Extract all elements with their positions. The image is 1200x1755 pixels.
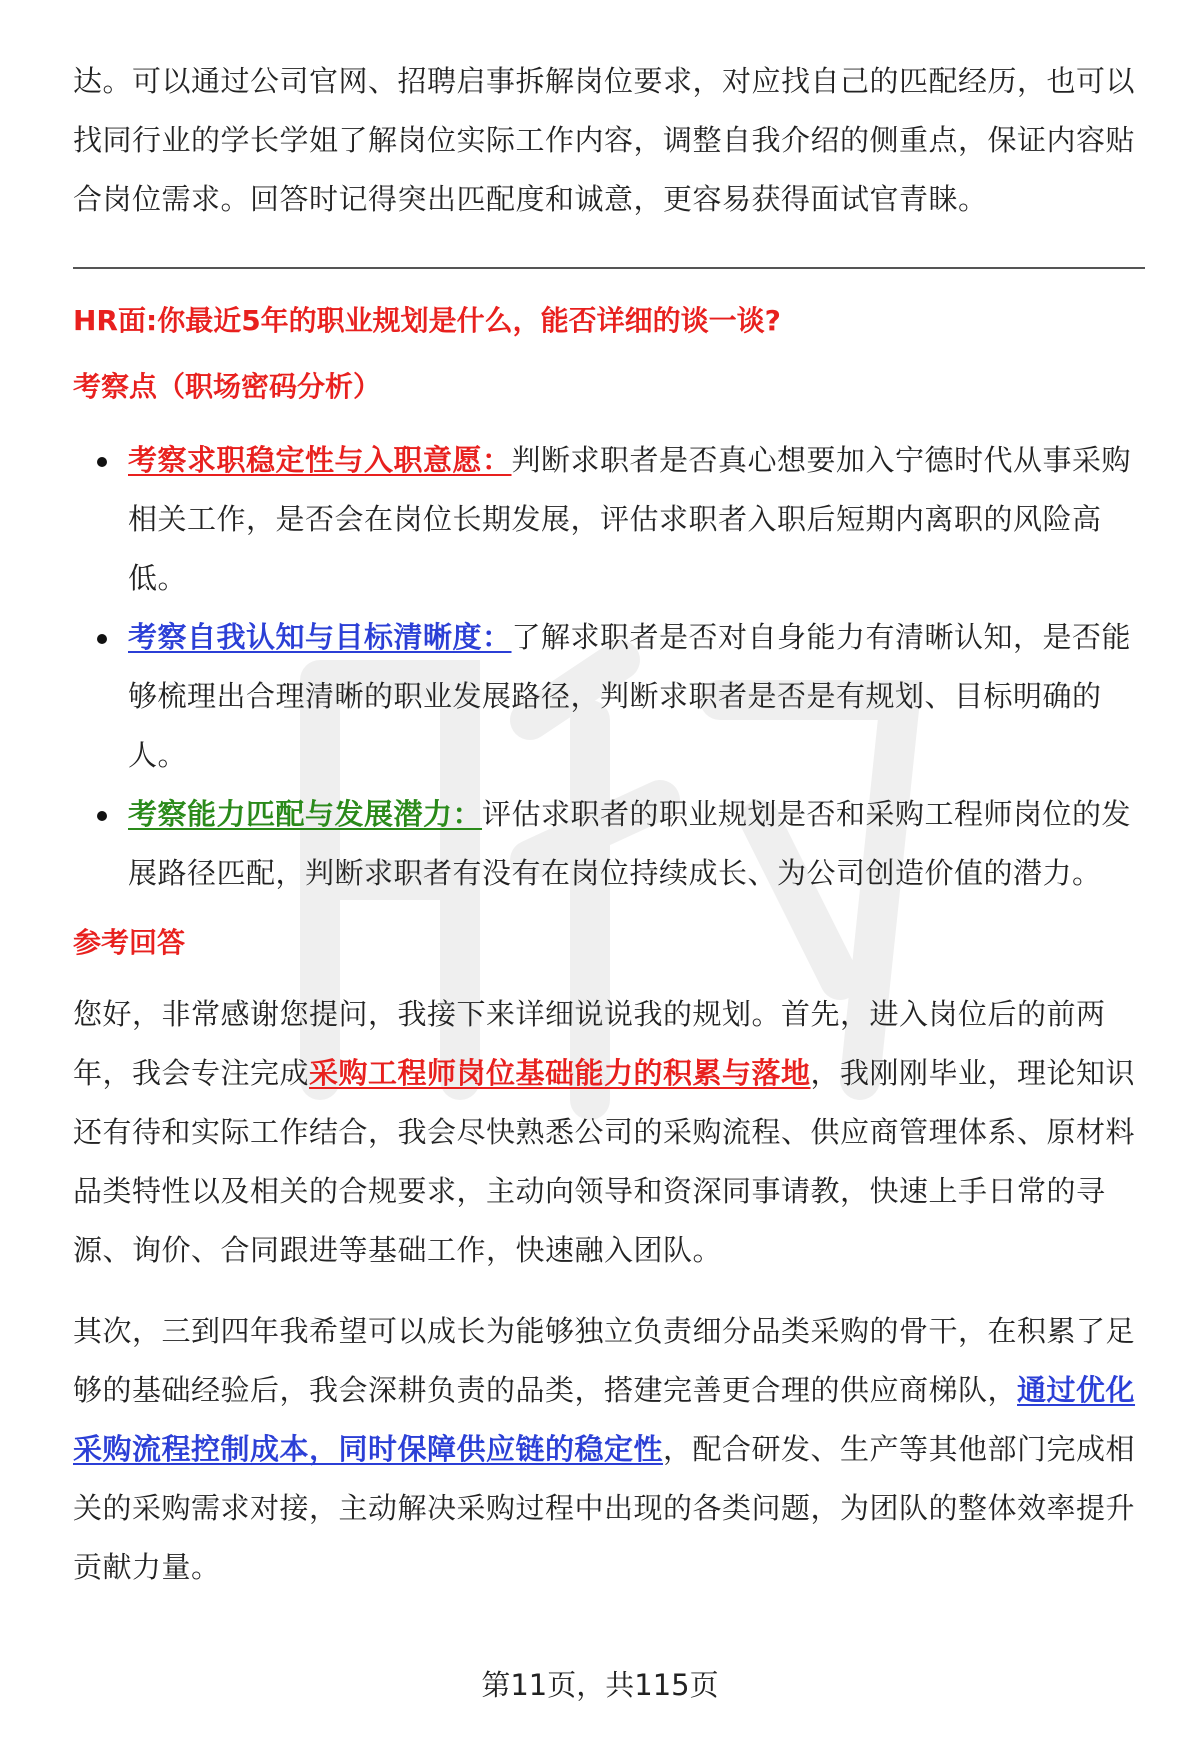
exam-point-item [73, 785, 1145, 903]
bullet-icon [97, 457, 107, 467]
exam-point-keyword: 考察能力匹配与发展潜力： [128, 797, 483, 831]
exam-point-item [73, 608, 1145, 785]
document-page [73, 52, 1145, 1597]
answer-text: 其次，三到四年我希望可以成长为能够独立负责细分品类采购的骨干，在积累了足够的基础经验后，我会深耕负责的品类，搭建完善更合理的供应商梯队， [73, 1314, 1136, 1407]
answer-title: 参考回答 [73, 926, 186, 959]
section-divider [73, 267, 1145, 269]
intro-paragraph: 达。可以通过公司官网、招聘启事拆解岗位要求，对应找自己的匹配经历，也可以找同行业的学长学姐了解岗位实际工作内容，调整自我介绍的侧重点，保证内容贴合岗位需求。回答时记得突出匹配度和诚意，更容易获得面试官青睐。 [73, 64, 1136, 216]
exam-points-list [73, 431, 1145, 903]
bullet-icon [97, 811, 107, 821]
page-number: 第11页，共115页 [481, 1668, 719, 1702]
exam-point-text: 评估求职者的职业规划是否和采购工程师岗位的发展路径匹配，判断求职者有没有在岗位持续成长、为公司创造价值的潜力。 [128, 797, 1132, 890]
interview-question: HR面:你最近5年的职业规划是什么，能否详细的谈一谈? [73, 304, 781, 337]
answer-highlight: 通过优化采购流程控制成本，同时保障供应链的稳定性 [73, 1373, 1136, 1466]
bullet-icon [97, 634, 107, 644]
answer-paragraph-2 [73, 1302, 1145, 1597]
answer-text: ，配合研发、生产等其他部门完成相关的采购需求对接，主动解决采购过程中出现的各类问题，为团队的整体效率提升贡献力量。 [73, 1432, 1136, 1584]
exam-point-item [73, 431, 1145, 608]
exam-point-keyword: 考察求职稳定性与入职意愿： [128, 443, 512, 477]
exam-point-text: 判断求职者是否真心想要加入宁德时代从事采购相关工作，是否会在岗位长期发展，评估求职者入职后短期内离职的风险高低。 [128, 443, 1132, 595]
answer-paragraph-1 [73, 985, 1145, 1280]
exam-point-text: 了解求职者是否对自身能力有清晰认知，是否能够梳理出合理清晰的职业发展路径，判断求职者是否是有规划、目标明确的人。 [128, 620, 1132, 772]
answer-text: ，我刚刚毕业，理论知识还有待和实际工作结合，我会尽快熟悉公司的采购流程、供应商管理体系、原材料品类特性以及相关的合规要求，主动向领导和资深同事请教，快速上手日常的寻源、询价、合同跟进等基础工作，快速融入团队。 [73, 1056, 1136, 1267]
exam-point-keyword: 考察自我认知与目标清晰度： [128, 620, 512, 654]
exam-points-title: 考察点（职场密码分析） [73, 370, 382, 403]
answer-highlight: 采购工程师岗位基础能力的积累与落地 [309, 1056, 811, 1090]
answer-text: 您好，非常感谢您提问，我接下来详细说说我的规划。首先，进入岗位后的前两年，我会专注完成 [73, 997, 1106, 1090]
